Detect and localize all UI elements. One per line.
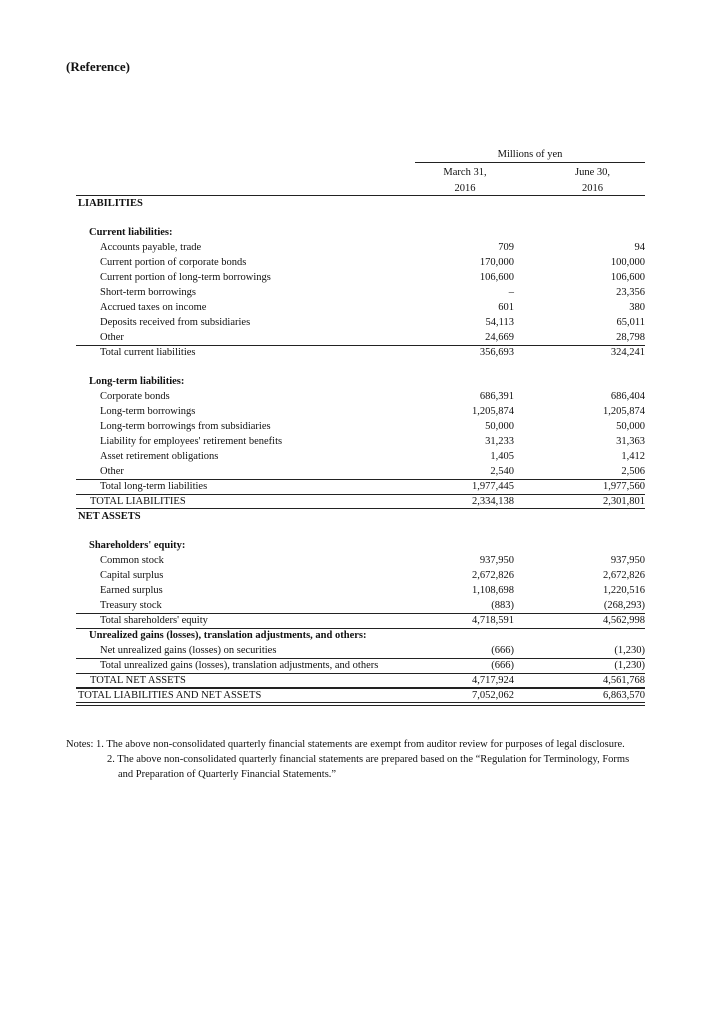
table-row <box>76 285 645 300</box>
row-spacer <box>76 524 645 538</box>
table-row <box>76 628 645 643</box>
row-label: Unrealized gains (losses), translation adjustments, and others: <box>89 630 367 641</box>
value-march-2016: 4,717,924 <box>472 675 514 686</box>
row-label: Other <box>100 466 124 477</box>
row-label: TOTAL LIABILITIES AND NET ASSETS <box>78 690 262 701</box>
value-june-2016: 6,863,570 <box>603 690 645 701</box>
table-row <box>76 196 645 211</box>
value-march-2016: 937,950 <box>479 555 514 566</box>
row-spacer <box>76 211 645 225</box>
table-row <box>76 300 645 315</box>
table-row <box>76 240 645 255</box>
value-june-2016: 2,506 <box>621 466 645 477</box>
row-label: Treasury stock <box>100 600 162 611</box>
table-row <box>76 374 645 389</box>
row-label: Short-term borrowings <box>100 287 196 298</box>
value-june-2016: 1,205,874 <box>603 406 645 417</box>
value-march-2016: 2,672,826 <box>472 570 514 581</box>
value-june-2016: 380 <box>629 302 645 313</box>
value-june-2016: (1,230) <box>614 645 645 656</box>
value-june-2016: (1,230) <box>614 660 645 671</box>
row-label: Current portion of long-term borrowings <box>100 272 271 283</box>
value-march-2016: 31,233 <box>485 436 514 447</box>
unit-label: Millions of yen <box>415 149 645 163</box>
table-row <box>76 568 645 583</box>
value-june-2016: 23,356 <box>616 287 645 298</box>
table-row <box>76 509 645 524</box>
value-march-2016: 170,000 <box>479 257 514 268</box>
table-row <box>76 673 645 688</box>
row-label: Other <box>100 332 124 343</box>
value-march-2016: 1,108,698 <box>472 585 514 596</box>
value-june-2016: 2,672,826 <box>603 570 645 581</box>
value-june-2016: 2,301,801 <box>603 496 645 507</box>
value-june-2016: 50,000 <box>616 421 645 432</box>
value-march-2016: 106,600 <box>479 272 514 283</box>
value-june-2016: 4,561,768 <box>603 675 645 686</box>
value-march-2016: – <box>508 287 514 298</box>
table-row <box>76 389 645 404</box>
row-label: Deposits received from subsidiaries <box>100 317 251 328</box>
value-march-2016: 54,113 <box>485 317 514 328</box>
value-march-2016: 1,205,874 <box>472 406 514 417</box>
table-row <box>76 449 645 464</box>
row-label: Total unrealized gains (losses), translation adjustments, and others <box>100 660 379 671</box>
row-label: TOTAL LIABILITIES <box>90 496 186 507</box>
value-june-2016: 937,950 <box>610 555 645 566</box>
row-label: Shareholders' equity: <box>89 540 186 551</box>
row-label: NET ASSETS <box>78 511 141 522</box>
value-march-2016: 24,669 <box>485 332 514 343</box>
value-june-2016: 324,241 <box>610 347 645 358</box>
value-june-2016: 1,977,560 <box>603 481 645 492</box>
row-label: Common stock <box>100 555 164 566</box>
column-header-june <box>540 165 645 196</box>
row-spacer <box>76 360 645 374</box>
table-row <box>76 270 645 285</box>
column-header-march-date: March 31, <box>443 167 487 178</box>
value-march-2016: 2,540 <box>490 466 514 477</box>
value-june-2016: (268,293) <box>603 600 645 611</box>
row-label: TOTAL NET ASSETS <box>90 675 186 686</box>
value-june-2016: 31,363 <box>616 436 645 447</box>
value-march-2016: 686,391 <box>479 391 514 402</box>
row-label: Long-term liabilities: <box>89 376 185 387</box>
row-label: Accrued taxes on income <box>100 302 207 313</box>
value-june-2016: 4,562,998 <box>603 615 645 626</box>
row-label: Current portion of corporate bonds <box>100 257 247 268</box>
row-label: Earned surplus <box>100 585 163 596</box>
row-label: Long-term borrowings <box>100 406 196 417</box>
reference-title: (Reference) <box>66 59 130 74</box>
notes <box>66 737 666 782</box>
row-label: Accounts payable, trade <box>100 242 202 253</box>
value-march-2016: 356,693 <box>479 347 514 358</box>
row-label: Liability for employees' retirement benefits <box>100 436 283 447</box>
row-label: LIABILITIES <box>78 198 143 209</box>
value-march-2016: 4,718,591 <box>472 615 514 626</box>
table-row <box>76 643 645 658</box>
table-row <box>76 658 645 673</box>
value-march-2016: 1,977,445 <box>472 481 514 492</box>
value-march-2016: 50,000 <box>485 421 514 432</box>
value-march-2016: (666) <box>491 645 514 656</box>
value-june-2016: 686,404 <box>610 391 645 402</box>
value-march-2016: 7,052,062 <box>472 690 514 701</box>
table-row <box>76 613 645 628</box>
table-row <box>76 464 645 479</box>
note-1: Notes: 1. The above non-consolidated quarterly financial statements are exempt from auditor review for purposes of legal disclosure. <box>66 739 625 750</box>
table-row <box>76 688 645 703</box>
table-row <box>76 330 645 345</box>
value-june-2016: 65,011 <box>616 317 645 328</box>
table-row <box>76 225 645 240</box>
value-june-2016: 1,412 <box>621 451 645 462</box>
row-label: Capital surplus <box>100 570 164 581</box>
row-label: Total current liabilities <box>100 347 196 358</box>
table-row <box>76 479 645 494</box>
row-label: Total shareholders' equity <box>100 615 208 626</box>
note-2: 2. The above non-consolidated quarterly financial statements are prepared based on the “Regulation for Terminology, Forms <box>107 754 630 765</box>
column-header-march-year: 2016 <box>454 182 476 194</box>
row-label: Net unrealized gains (losses) on securities <box>100 645 277 656</box>
table-row <box>76 434 645 449</box>
column-header-june-year: 2016 <box>582 182 603 194</box>
value-march-2016: (883) <box>491 600 514 611</box>
table-row <box>76 598 645 613</box>
table-row <box>76 583 645 598</box>
table-row <box>76 419 645 434</box>
row-label: Corporate bonds <box>100 391 170 402</box>
table-row <box>76 255 645 270</box>
note-2-continued: and Preparation of Quarterly Financial Statements.” <box>118 769 337 780</box>
column-header-march <box>415 165 515 196</box>
row-label: Long-term borrowings from subsidiaries <box>100 421 271 432</box>
value-june-2016: 28,798 <box>616 332 645 343</box>
table-row <box>76 404 645 419</box>
table-row <box>76 553 645 568</box>
value-june-2016: 94 <box>634 242 645 253</box>
table-row <box>76 538 645 553</box>
row-label: Total long-term liabilities <box>100 481 208 492</box>
table-row <box>76 494 645 509</box>
value-march-2016: 2,334,138 <box>472 496 514 507</box>
value-march-2016: 1,405 <box>490 451 514 462</box>
table-row <box>76 345 645 360</box>
value-june-2016: 106,600 <box>610 272 645 283</box>
value-march-2016: 709 <box>498 242 514 253</box>
value-march-2016: 601 <box>498 302 514 313</box>
value-june-2016: 1,220,516 <box>603 585 645 596</box>
balance-sheet-table <box>76 196 645 703</box>
table-row <box>76 315 645 330</box>
row-label: Asset retirement obligations <box>100 451 219 462</box>
value-march-2016: (666) <box>491 660 514 671</box>
row-label: Current liabilities: <box>89 227 173 238</box>
column-header-june-date: June 30, <box>575 167 610 178</box>
value-june-2016: 100,000 <box>610 257 645 268</box>
